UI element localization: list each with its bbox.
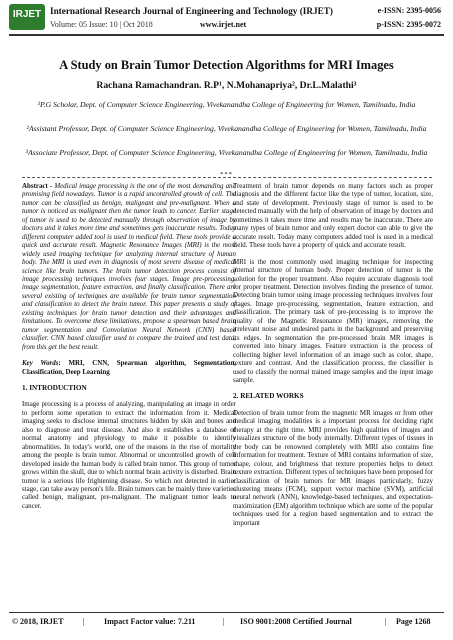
section-divider bbox=[22, 177, 432, 178]
body-paragraph-mri: MRI is the most commonly used imaging technique for inspecting internal structure of human body. Proper detection of tumor is the solution for the proper treatment. Also require accurate diagnosis tool for proper treatment. Detection involves finding the presence of tumor. Detecting brain tumor using image processing techniques involves four stages. Image pre-processing, segmentation, feature extraction, and classification. The primary task of pre-processing is to improve the quality of the Magnetic Resonance (MR) images, removing the irrelevant noise and undesired parts in the background and preserving its edges. In segmentation the pre-processed brain MR images is converted into binary images. Feature extraction is the process of collecting higher level information of an image such as color, shape, texture and contrast. And the classification process, the classifier is used to classify the normal trained image samples and the input image sample. bbox=[233, 257, 433, 384]
footer-divider bbox=[9, 612, 444, 613]
journal-name: International Research Journal of Engineering and Technology (IRJET) bbox=[50, 6, 333, 16]
affiliation-2: ²Assistant Professor, Dept. of Computer Science Engineering, Vivekanandha College of Engineering for Women, Tamilnadu, India bbox=[26, 124, 427, 133]
abstract-text: Medical image processing is the one of the most demanding and promising field nowadays. Tumor is a rapid uncontrolled growth of cell. The tumor can be classified as benign, malignant and pre-malignant. When a tumor is noticed as malignant then the tumor leads to cancer. Earlier stage of tumor is used to be detected manually through observation of image by doctors and it takes more time and sometimes gets inaccurate results. Today different computer added tool is used in medical field. These tools provide a quick and accurate result. Magnetic Resonance Images (MRI) is the most widely used imaging technique for analyzing internal structure of human body. The MRI is used even in diagnosis of most severe disease of medical science like brain tumors. The brain tumor detection process consist of image processing techniques involves four stages. Image pre-processing, image segmentation, feature extraction, and finally classification. There are several existing of techniques are available for brain tumor segmentation and classification to detect the brain tumor. This paper presents a study of existing techniques for brain tumor detection and their advantages and limitations. To overcome these limitations, propose a spearman based brain tumor segmentation and Convolution Neural Network (CNN) based classifier. CNN based classifier used to compare the trained and test data, from this get the best result. bbox=[22, 182, 236, 351]
e-issn: e-ISSN: 2395-0056 bbox=[377, 6, 441, 15]
left-column bbox=[22, 182, 236, 518]
related-works-paragraph: Detection of brain tumor from the magnetic MR images or from other medical imaging modalities is a important process for deciding right therapy at the right time. MRI provides high qualities of images and visualizes structure of the body internally. Different types of tissues in the body can be renowned completely with MRI also contains fine information for treatment. Texture of MRI contains information of size, shape, colour, and brightness that texture properties helps to detect texture extraction. Different types of techniques have been proposed for classification of brain tumors for MR images particularly, fuzzy clustering means (FCM), support vector machine (SVM), artificial neural network (ANN), knowledge-based techniques, and expectation-maximization (EM) algorithm technique which are some of the popular techniques used for a region based segmentation and to extract the important bbox=[233, 408, 433, 527]
logo-text: IRJET bbox=[12, 9, 42, 20]
footer-separator: | bbox=[385, 617, 387, 626]
section-heading-introduction: 1. INTRODUCTION bbox=[22, 383, 87, 392]
footer-impact-factor: Impact Factor value: 7.211 bbox=[104, 617, 196, 626]
journal-header bbox=[0, 0, 453, 50]
footer-separator: | bbox=[223, 617, 225, 626]
separator-stars: *** bbox=[220, 171, 233, 178]
affiliation-3: ³Associate Professor, Dept. of Computer Science Engineering, Vivekanandha College of Engineering for Women, Tamilnadu, India bbox=[25, 148, 428, 157]
author-list: Rachana Ramachandran. R.P¹, N.Mohanapriya², Dr.L.Malathi³ bbox=[96, 80, 357, 91]
keywords-text: : MRI, CNN, Spearman algorithm, Segmentation, Classification, Deep Learning bbox=[22, 359, 236, 376]
irjet-logo bbox=[9, 4, 45, 30]
footer-copyright: © 2018, IRJET bbox=[12, 617, 64, 626]
page-footer bbox=[0, 617, 453, 631]
footer-separator: | bbox=[83, 617, 85, 626]
right-column bbox=[233, 182, 433, 535]
keywords bbox=[22, 359, 236, 376]
introduction-paragraph: Image processing is a process of analyzing, manipulating an image in order to perform some operation to extract the information from it. Medical imaging seeks to disclose internal structures hidden by skin and bones and also to diagnose and treat disease. And also it establishes a database of normal anatomy and physiology to make it possible to identify abnormalities. In today's world, one of the reasons in the rise of mortality among the people is brain tumor. Abnormal or uncontrolled growth of cell developed inside the human body is called brain tumor. This group of tumor grows within the skull, due to which normal brain activity is disturbed. Brain tumor is a serious life frightening disease. So which not detected in earlier stage, can take away person's life. Brain tumors can be mainly three varieties called benign, malignant, pre-malignant. The malignant tumor leads to cancer. bbox=[22, 400, 236, 510]
section-heading-related-works: 2. RELATED WORKS bbox=[233, 392, 304, 401]
header-divider bbox=[9, 34, 444, 36]
p-issn: p-ISSN: 2395-0072 bbox=[376, 20, 441, 29]
abstract bbox=[22, 182, 236, 351]
body-paragraph-treatment: Treatment of brain tumor depends on many factors such as proper diagnosis and the different factor like the type of tumor, location, size, and state of development. Previously stage of tumor is used to be detected manually with the help of observation of image by doctors and sometimes it takes more time and results may be inaccurate. There are many types of brain tumor and only expert doctor can able to give the accurate result. Today many computers added tool is used in a medical field. These tools have a property of quick and accurate result. bbox=[233, 182, 433, 250]
footer-iso: ISO 9001:2008 Certified Journal bbox=[240, 617, 352, 626]
journal-website[interactable]: www.irjet.net bbox=[200, 20, 247, 29]
volume-issue: Volume: 05 Issue: 10 | Oct 2018 bbox=[50, 20, 153, 29]
footer-page-number: Page 1268 bbox=[396, 617, 431, 626]
abstract-label: Abstract - bbox=[22, 182, 55, 190]
affiliation-1: ¹P.G Scholar, Dept. of Computer Science Engineering, Vivekanandha College of Engineering for Women, Tamilnadu, India bbox=[37, 100, 416, 109]
keywords-label: Key Words bbox=[22, 359, 59, 368]
paper-title: A Study on Brain Tumor Detection Algorithms for MRI Images bbox=[59, 58, 394, 72]
